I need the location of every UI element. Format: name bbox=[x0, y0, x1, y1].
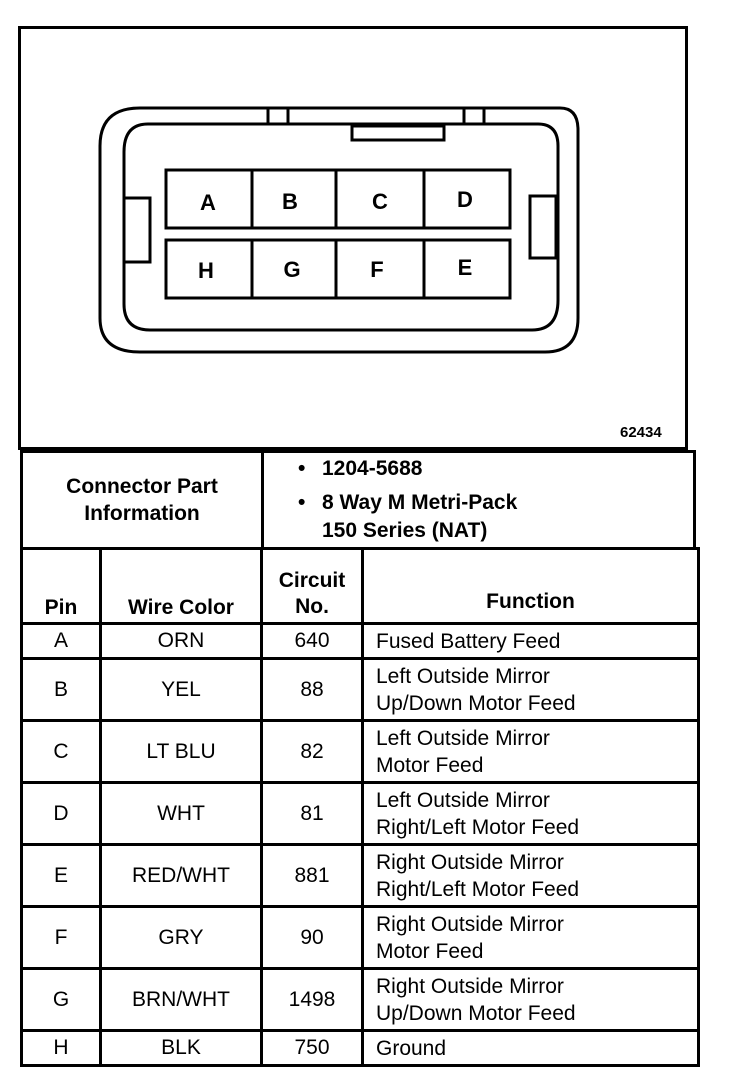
part-type-line2: 150 Series (NAT) bbox=[322, 519, 488, 542]
table-row bbox=[22, 659, 699, 721]
bullet-icon: • bbox=[298, 457, 306, 480]
table-row bbox=[22, 907, 699, 969]
pin-cell: F bbox=[22, 907, 101, 969]
function-line1: Left Outside Mirror bbox=[376, 788, 550, 812]
wire-color-cell: BLK bbox=[101, 1031, 262, 1066]
function-cell bbox=[363, 845, 699, 907]
part-info-item bbox=[298, 455, 693, 483]
function-cell bbox=[363, 659, 699, 721]
wire-color-cell: BRN/WHT bbox=[101, 969, 262, 1031]
top-key bbox=[352, 126, 444, 140]
header-pin: Pin bbox=[22, 549, 101, 624]
circuit-cell: 90 bbox=[262, 907, 363, 969]
pin-cell: A bbox=[22, 624, 101, 659]
function-cell bbox=[363, 624, 699, 659]
pin-label-G: G bbox=[283, 257, 301, 282]
header-circuit-line1: Circuit bbox=[278, 569, 346, 592]
circuit-cell: 881 bbox=[262, 845, 363, 907]
function-line1: Fused Battery Feed bbox=[376, 629, 561, 653]
figure-number: 62434 bbox=[620, 424, 662, 441]
pin-label-F: F bbox=[370, 257, 384, 282]
function-line1: Ground bbox=[376, 1036, 447, 1060]
function-line2: Right/Left Motor Feed bbox=[376, 877, 580, 901]
part-info-item bbox=[298, 489, 693, 545]
circuit-cell: 640 bbox=[262, 624, 363, 659]
wire-color-cell: GRY bbox=[101, 907, 262, 969]
function-line2: Motor Feed bbox=[376, 753, 484, 777]
side-tab-right bbox=[530, 196, 556, 258]
function-cell bbox=[363, 783, 699, 845]
bullet-icon: • bbox=[298, 491, 306, 514]
table-row bbox=[22, 624, 699, 659]
circuit-cell: 88 bbox=[262, 659, 363, 721]
connector-part-info-table bbox=[20, 450, 696, 550]
pin-cell: H bbox=[22, 1031, 101, 1066]
part-info-list bbox=[263, 452, 695, 549]
header-function: Function bbox=[363, 549, 699, 624]
function-line1: Right Outside Mirror bbox=[376, 912, 564, 936]
table-row bbox=[22, 721, 699, 783]
circuit-cell: 750 bbox=[262, 1031, 363, 1066]
function-line1: Right Outside Mirror bbox=[376, 850, 564, 874]
function-line1: Right Outside Mirror bbox=[376, 974, 564, 998]
part-info-heading bbox=[22, 452, 263, 549]
pin-label-D: D bbox=[457, 187, 473, 212]
function-line1: Left Outside Mirror bbox=[376, 726, 550, 750]
wire-color-cell: ORN bbox=[101, 624, 262, 659]
pin-cell: E bbox=[22, 845, 101, 907]
header-wire-color: Wire Color bbox=[101, 549, 262, 624]
part-number: 1204-5688 bbox=[322, 457, 423, 480]
circuit-cell: 82 bbox=[262, 721, 363, 783]
pin-label-H: H bbox=[198, 258, 214, 283]
pin-cell: B bbox=[22, 659, 101, 721]
table-row bbox=[22, 845, 699, 907]
function-cell bbox=[363, 969, 699, 1031]
wire-color-cell: YEL bbox=[101, 659, 262, 721]
function-line1: Left Outside Mirror bbox=[376, 664, 550, 688]
pin-label-E: E bbox=[457, 255, 473, 280]
table-row bbox=[22, 1031, 699, 1066]
pin-assignment-table bbox=[20, 547, 700, 1067]
part-info-heading-line1: Connector Part bbox=[66, 475, 218, 498]
pin-label-C: C bbox=[372, 189, 388, 214]
header-circuit-line2: No. bbox=[295, 595, 329, 618]
function-line2: Up/Down Motor Feed bbox=[376, 691, 576, 715]
wire-color-cell: RED/WHT bbox=[101, 845, 262, 907]
wire-color-cell: WHT bbox=[101, 783, 262, 845]
pin-label-B: B bbox=[282, 189, 298, 214]
pin-table-header-row bbox=[22, 549, 699, 624]
table-row bbox=[22, 783, 699, 845]
wire-color-cell: LT BLU bbox=[101, 721, 262, 783]
connector-outer-housing bbox=[100, 108, 578, 352]
pin-cell: G bbox=[22, 969, 101, 1031]
header-circuit bbox=[262, 549, 363, 624]
function-cell bbox=[363, 907, 699, 969]
function-cell bbox=[363, 721, 699, 783]
pin-cell: D bbox=[22, 783, 101, 845]
connector-face-diagram bbox=[0, 0, 752, 460]
part-info-heading-line2: Information bbox=[84, 502, 200, 525]
circuit-cell: 1498 bbox=[262, 969, 363, 1031]
table-row bbox=[22, 969, 699, 1031]
top-latch-left bbox=[268, 108, 288, 124]
pin-label-A: A bbox=[200, 190, 216, 215]
side-tab-left bbox=[124, 198, 150, 262]
top-latch-right bbox=[464, 108, 484, 124]
part-type-line1: 8 Way M Metri-Pack bbox=[322, 491, 518, 514]
pin-cell: C bbox=[22, 721, 101, 783]
circuit-cell: 81 bbox=[262, 783, 363, 845]
function-line2: Motor Feed bbox=[376, 939, 484, 963]
function-cell bbox=[363, 1031, 699, 1066]
function-line2: Up/Down Motor Feed bbox=[376, 1001, 576, 1025]
function-line2: Right/Left Motor Feed bbox=[376, 815, 580, 839]
